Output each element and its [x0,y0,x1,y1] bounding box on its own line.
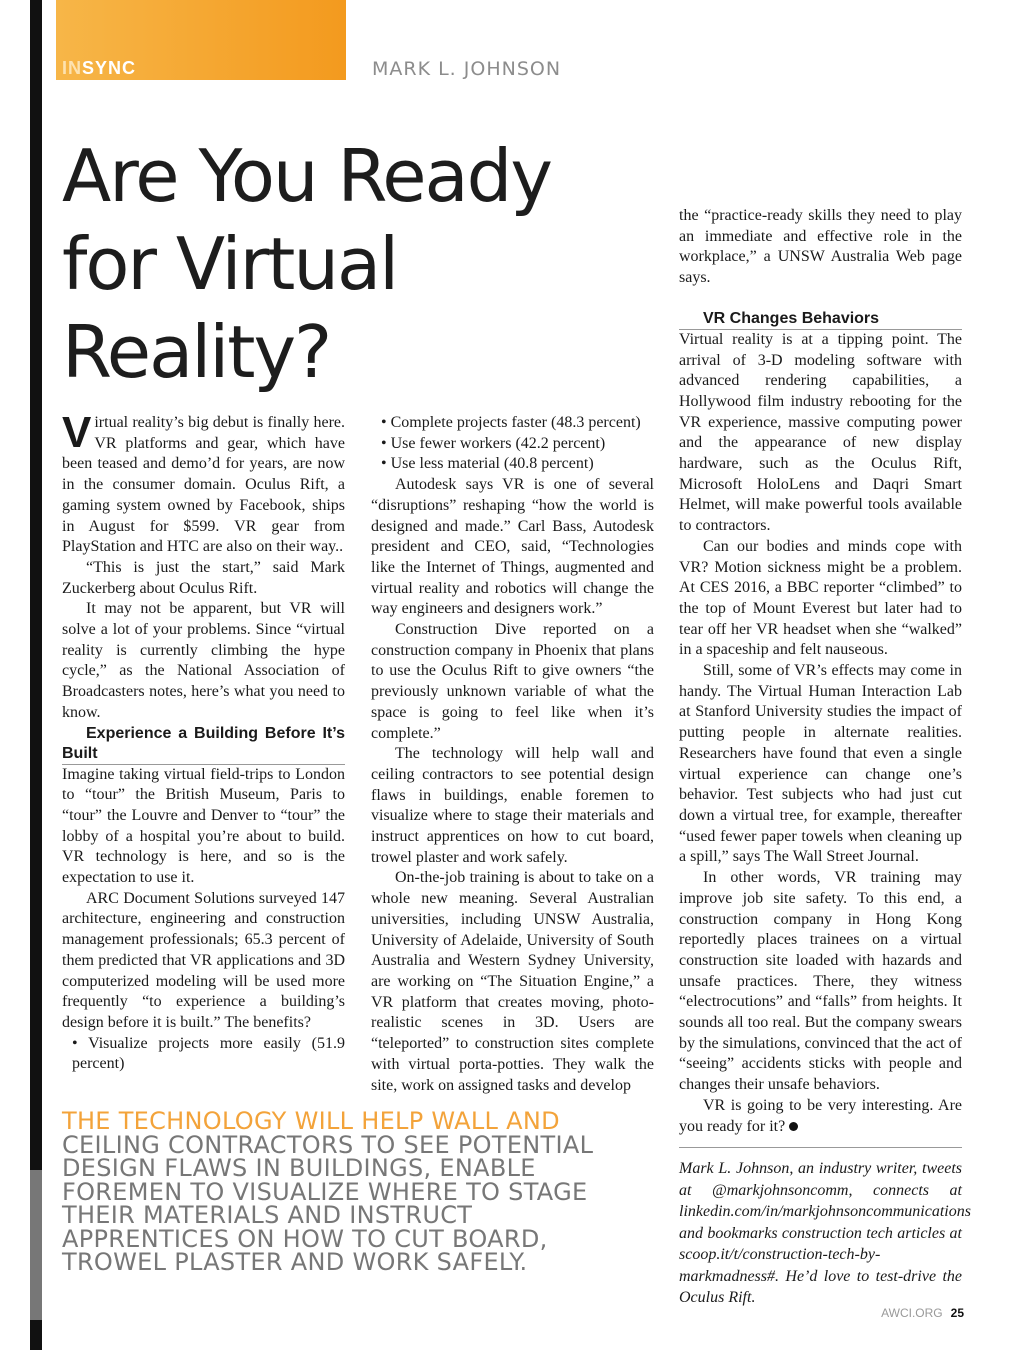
column-1 [62,408,345,1075]
paragraph: The technology will help wall and ceiling contractors to see potential design flaws in buildings, enable foremen to visualize where to stage their materials and instruct apprentices on how to cut board, trowel plaster and work safely. [371,745,654,866]
footer-site: AWCI.ORG [881,1306,943,1320]
paragraph-text: VR is going to be very interesting. Are you ready for it? [679,1096,962,1135]
left-margin-bar-accent [30,1170,42,1320]
paragraph: the “practice-ready skills they need to play an immediate and effective role in the workplace,” a UNSW Australia Web page says. [679,207,962,287]
paragraph: Imagine taking virtual field-trips to London to “tour” the British Museum, Paris to “tour” the Louvre and Denver to “tour” the lobby of a hospital you’re about to build. VR technology is here, and so is the expectation to use it. [62,765,345,887]
paragraph: “This is just the start,” said Mark Zuckerberg about Oculus Rift. [62,558,345,597]
bullet-item: • Use fewer workers (42.2 percent) [371,434,654,455]
paragraph [62,408,345,558]
paragraph: On-the-job training is about to take on a whole new meaning. Several Australian universities, including UNSW Australia, University of Adelaide, University of South Australia and Western Sydney University, are working on “The Situation Engine,” a VR platform that creates moving, photo-realistic scenes in 3D. Users are “teleported” to construction sites complete with virtual porta-potties. They walk the site, work on assigned tasks and develop [371,869,654,1094]
paragraph: ARC Document Solutions surveyed 147 architecture, engineering and construction management professionals; 65.3 percent of them predicted that VR applications and 3D computerized modeling will be used more frequently “to experience a building’s design before it is built.” The benefits? [62,889,345,1031]
paragraph: In other words, VR training may improve job site safety. To this end, a construction company in Hong Kong reportedly places trainees on a virtual construction site loaded with hazards and unsafe practices. There, they witness “electrocutions” and “falls” from heights. It sounds all too real. But the company swears by the simulations, convinced that the act of “seeing” accidents sticks with people and changes their unsafe behaviors. [679,869,962,1094]
bio-divider [679,1147,962,1148]
author-byline: MARK L. JOHNSON [372,58,562,80]
pull-quote [62,1107,602,1276]
page-footer [881,1306,964,1320]
paragraph-text: irtual reality’s big debut is finally here. VR platforms and gear, which have been teased and demo’d for years, are now in the consumer domain. Oculus Rift, a gaming system owned by Facebook, ships in August for $599. VR gear from PlayStation and HTC are also on their way.. [62,414,345,556]
bullet-item: • Complete projects faster (48.3 percent) [371,413,654,434]
section-tag [62,58,136,79]
left-margin-bar [30,0,42,1350]
section-tag-in: IN [62,58,82,78]
end-mark-icon [789,1122,798,1131]
column-3 [679,206,962,1137]
article-title: Are You Ready for Virtual Reality? [62,134,551,394]
paragraph: Autodesk says VR is one of several “disruptions” reshaping “how the world is designed and made.” Carl Bass, Autodesk president and CEO, said, “Technologies like the Internet of Things, augmented and virtual reality and robotics will change the way engineers and designers work.” [371,476,654,618]
pull-quote-text: CEILING CONTRACTORS TO SEE POTENTIAL DESIGN FLAWS IN BUILDINGS, ENABLE FOREMEN TO VISUALIZE WHERE TO STAGE THEIR MATERIALS AND INSTRUCT APPRENTICES ON HOW TO CUT BOARD, TROWEL PLASTER AND WORK SAFELY. [62,1130,594,1276]
column-2 [371,413,654,1096]
author-bio: Mark L. Johnson, an industry writer, tweets at @markjohnsoncomm, connects at linkedin.com/in/markjohnsoncommunications and bookmarks construction tech articles at scoop.it/t/construction-tech-by-markmadness#. He’d love to test-drive the Oculus Rift. [679,1160,971,1306]
bullet-item: • Use less material (40.8 percent) [371,454,654,475]
bullet-item: • Visualize projects more easily (51.9 percent) [62,1034,345,1075]
paragraph: It may not be apparent, but VR will solve a lot of your problems. Since “virtual reality is currently climbing the hype cycle,” as the National Association of Broadcasters notes, here’s what you need to know. [62,600,345,721]
paragraph: Can our bodies and minds cope with VR? Motion sickness might be a problem. At CES 2016, a BBC reporter “climbed” to the top of Mount Everest but later had to tear off her VR headset when she “walked” in a spaceship and felt nauseous. [679,537,962,659]
page-number: 25 [950,1306,964,1320]
drop-cap: V [62,408,92,457]
paragraph [679,1096,962,1137]
paragraph: Virtual reality is at a tipping point. The arrival of 3-D modeling software with advanced rendering capabilities, a Hollywood film industry rebooting for the VR experience, massive computing power and the appearance of new display hardware, such as the Oculus Rift, Microsoft HoloLens and Daqri Smart Helmet, will make powerful tools available to contractors. [679,330,962,535]
subhead: Experience a Building Before It’s Built [62,724,345,765]
subhead: VR Changes Behaviors [679,309,962,330]
paragraph: Still, some of VR’s effects may come in handy. The Virtual Human Interaction Lab at Stanford University studies the impact of putting people in alternate realities. Researchers have found that even a single virtual experience can change one’s behavior. Test subjects who had just cut down a virtual tree, for example, thereafter “used fewer paper towels when cleaning up a spill,” says The Wall Street Journal. [679,662,962,866]
section-tag-sync: SYNC [82,58,137,78]
paragraph: Construction Dive reported on a construction company in Phoenix that plans to use the Oculus Rift to give owners “the previously unknown variable of what the space is going to feel like when it’s complete.” [371,621,654,742]
pull-quote-highlight: THE TECHNOLOGY WILL HELP WALL AND [62,1107,560,1135]
